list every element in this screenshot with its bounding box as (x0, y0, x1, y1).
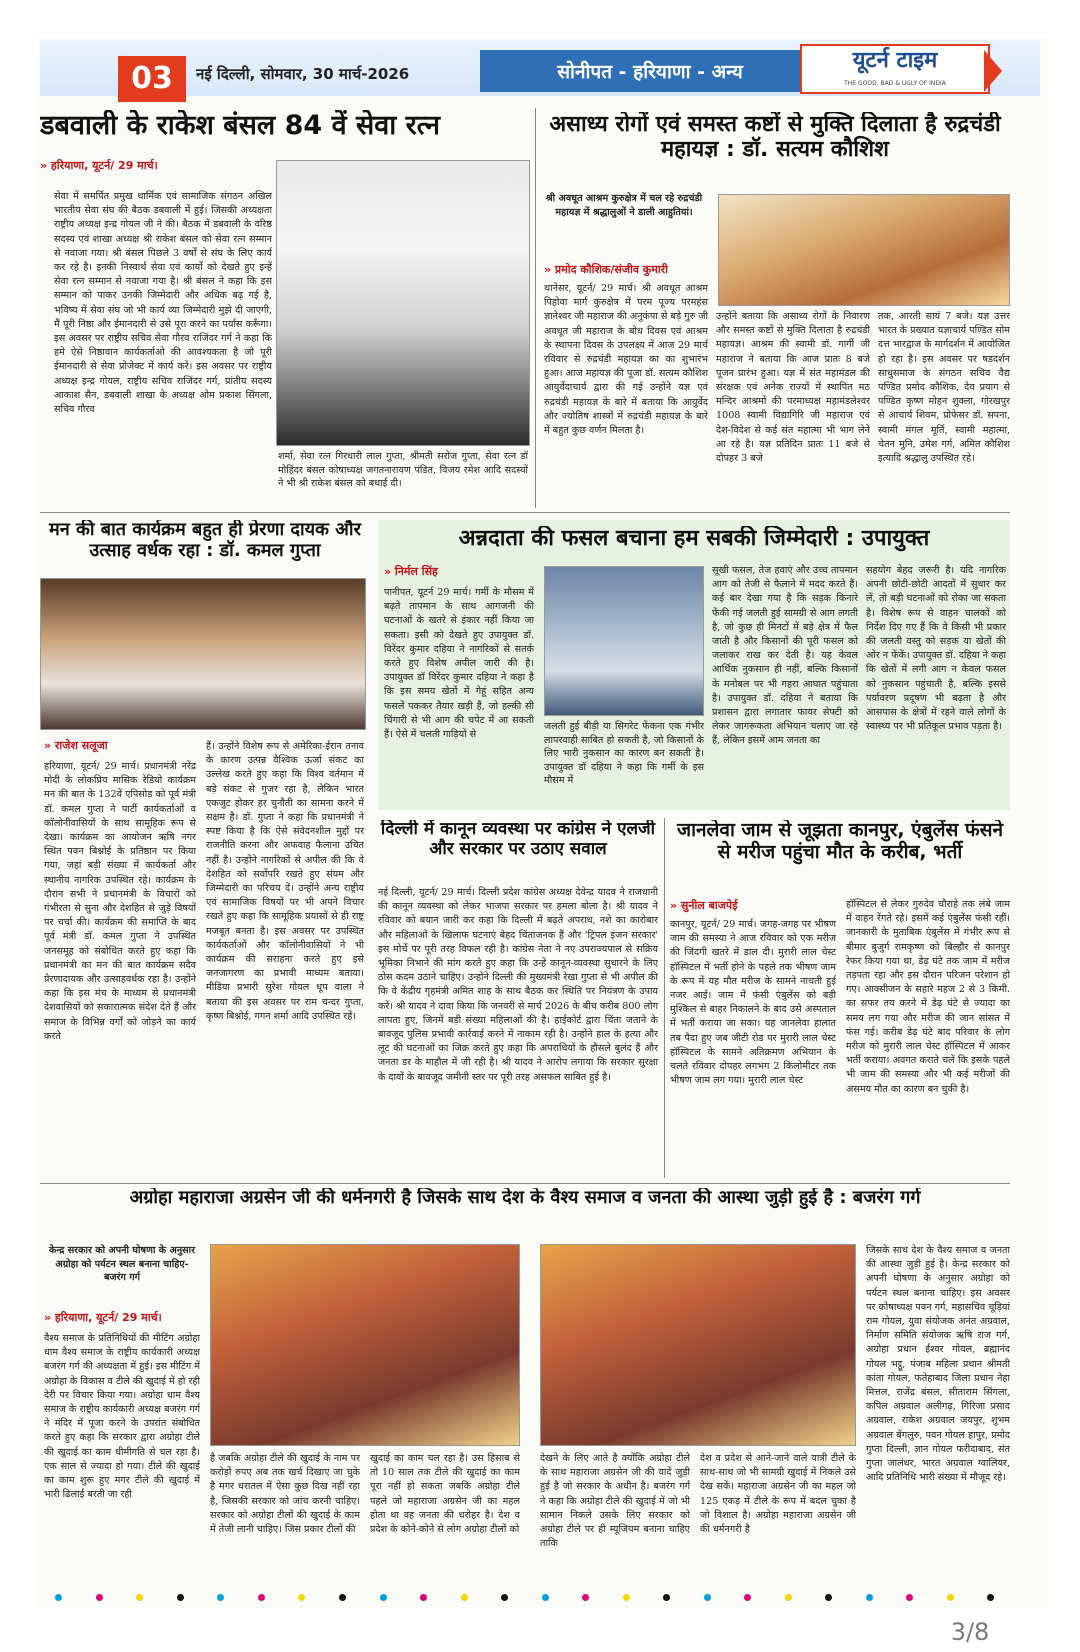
article7-headline: अग्रोहा महाराजा अग्रसेन जी की धर्मनगरी है जिसके साथ देश के वैश्य समाज व जनता की आस्था जुड़ी हुई है : बजरंग गर्ग (129, 1188, 921, 1208)
article4-body-col2: सूखी फसल, तेज हवाएं और उच्च तापमान आग को तेजी से फैलाने में मदद करते हैं। कई बार देखा गया है कि सड़क किनारे फेंकी गई जलती हुई सामग्री से आग लगती है, जो कुछ ही मिनटों में बड़े क्षेत्र में फैल जाती है और किसानों की पूरी फसल को जलाकर राख कर देती है। यह केवल आर्थिक नुकसान ही नहीं, बल्कि किसानों के मनोबल पर भी गहरा आघात पहुंचाता है। उपायुक्त डॉ. दहिया ने बताया कि प्रशासन द्वारा लगातार फायर सेफ्टी को लेकर जागरूकता अभियान चलाए जा रहे हैं, लेकिन इसमें आम जनता का (712, 565, 858, 747)
article4-byline: » निर्मल सिंह (384, 565, 438, 578)
article1-portrait-photo (276, 160, 530, 446)
registration-dot (96, 1594, 103, 1601)
registration-dot (542, 1594, 549, 1601)
article4-officer-photo (544, 566, 704, 716)
article7-body-col4: देखने के लिए आते है क्योंकि अग्रोहा टीले के साथ महाराजा अग्रसेन जी की यादें जुड़ी हुई है जो सरकार के अधीन है। बजरंग गर्ग ने कहा कि अग्रोहा टीले की खुदाई में जो भी सामान निकले उसके लिए सरकार को अग्रोहा टीले पर ही म्यूजियम बनाना चाहिए ताकि (540, 1453, 690, 1550)
registration-dot (704, 1594, 711, 1601)
article7-caption: केन्द्र सरकार को अपनी घोषणा के अनुसार अग्रोहा को पर्यटन स्थल बनाना चाहिए- बजरंग गर्ग (48, 1245, 196, 1283)
registration-dot (866, 1594, 873, 1601)
column-divider (535, 108, 536, 508)
row-divider (40, 512, 1010, 513)
registration-dot (947, 1594, 954, 1601)
article7-body-col5: देश व प्रदेश से आने-जाने वाले यात्री टीले के साथ-साथ जो भी सामग्री खुदाई में निकले उसे देख सकें। महाराजा अग्रसेन जी का महल जो 125 एकड़ में टीले के रूप में बदल चुका है जो विशाल है। अग्रोहा महाराजा अग्रसेन जी की धर्मनगरी है (700, 1453, 856, 1536)
article6-byline: » सुनील बाजपेई (670, 899, 738, 912)
article7-body-col1: वैश्य समाज के प्रतिनिधियों की मीटिंग अग्रोहा धाम वैश्य समाज के राष्ट्रीय कार्यकारी अध्यक्ष बजरंग गर्ग की अध्यक्षता में हुई। इस मीटिंग में अग्रोहा के विकास व टीले की खुदाई में हो रही देरी पर विचार किया गया। अग्रोहा धाम वैश्य समाज के राष्ट्रीय कार्यकारी अध्यक्ष बजरंग गर्ग ने मंदिर में पूजा करने के उपरांत संबोधित करते हुए कहा कि सरकार द्वारा अग्रोहा टीले की खुदाई का काम धीमीगति से चल रहा है। एक साल से ज्यादा हो गया। टीले की खुदाई का काम शुरू हुए मगर टीले की खुदाई में भारी ढिलाई बरती जा रही (44, 1333, 200, 1501)
registration-dot (217, 1594, 224, 1601)
registration-marks (40, 1594, 1010, 1604)
article3-byline: » राजेश सलूजा (44, 739, 108, 752)
article2-yagya-photo (718, 194, 1010, 306)
article6-body-col1: कानपुर, यूटर्न/ 29 मार्च। जगह-जगह पर भीषण जाम की समस्या ने आज रविवार को एक मरीज की जिंदगी खतरे में डाल दी। मुरारी लाल चेस्ट हॉस्पिटल में भर्ती होने के पहले तक भीषण जाम के रूप में यह मौत मरीज के सामने नाचती हुई नजर आई। जाम में फंसी एंबुलेंस को बड़ी मुश्किल से बाहर निकालने के बाद उसे अस्पताल में भर्ती कराया जा सका। यह जानलेवा हालात तब पैदा हुए जब जीटी रोड पर मुरारी लाल चेस्ट हॉस्पिटल के सामने अतिक्रमण अभियान के चलते रविवार दोपहर लगभग 2 किलोमीटर तक भीषण जाम लग गया। मुरारी लाल चेस्ट (670, 919, 836, 1087)
column-divider (664, 818, 665, 1178)
masthead-arrow-icon (984, 50, 1002, 92)
article4-headline: अन्नदाता की फसल बचाना हम सबकी जिम्मेदारी : उपायुक्त (458, 526, 930, 551)
registration-dot (906, 1594, 913, 1601)
article3-body-col2: हैं। उन्होंने विशेष रूप से अमेरिका-ईरान तनाव के कारण उत्पन्न वैश्विक ऊर्जा संकट का उल्लेख करते हुए कहा कि विश्व वर्तमान में बड़े संकट से गुजर रहा है, लेकिन भारत एकजुट होकर हर चुनौती का सामना करने में सक्षम है। डॉ. गुप्ता ने कहा कि प्रधानमंत्री ने स्पष्ट किया है कि ऐसे संवेदनशील मुद्दों पर राजनीति करना और अफवाह फैलाना उचित नहीं है। उन्होंने नागरिकों से अपील की कि वे देशहित को सर्वोपरि रखते हुए संयम और जिम्मेदारी का परिचय दें। उन्होंने अन्य राष्ट्रीय एवं सामाजिक विषयों पर भी अपने विचार रखते हुए कहा कि सामूहिक प्रयासों से ही राष्ट्र मजबूत बनता है। इस अवसर पर उपस्थित कार्यकर्ताओं और कॉलोनीवासियों ने भी कार्यक्रम की सराहना करते हुए इसे जनजागरण का प्रभावी माध्यम बताया। मीडिया प्रभारी सुरेश गोयल धूप वाला ने बताया की इस अवसर पर राम चन्दर गुप्ता, कृष्ण बिश्नोई, गगन शर्मा आदि उपस्थित रहें। (206, 741, 364, 1022)
article1-byline: » हरियाणा, यूटर्न/ 29 मार्च। (40, 159, 158, 172)
registration-dot (461, 1594, 468, 1601)
registration-dot (744, 1594, 751, 1601)
article4-body-col3: सहयोग बेहद जरूरी है। यदि नागरिक अपनी छोटी-छोटी आदतों में सुधार कर लें, तो बड़ी घटनाओं को रोका जा सकता है। विशेष रूप से वाहन चालकों को निर्देश दिए गए हैं कि वे किसी भी प्रकार की जलती वस्तु को सड़क या खेतों की ओर न फेंकें। उपायुक्त डॉ. दहिया ने कहा कि खेतों में लगी आग न केवल फसल को नुकसान पहुंचाती है, बल्कि इससे पर्यावरण प्रदूषण भी बढ़ता है और आसपास के क्षेत्रों में रहने वाले लोगों के स्वास्थ्य पर भी प्रतिकूल प्रभाव पड़ता है। (866, 565, 1006, 733)
article7-body-col3: खुदाई का काम चल रहा है। उस हिसाब से तो 10 साल तक टीले की खुदाई का काम पूरा नहीं हो सकता जबकि अग्रोहा टीले पहले जो महाराजा अग्रसेन जी का महल होता था वह जनता की धरोहर है। देश व प्रदेश के कोने-कोने से लोग अग्रोहा टीलों को (370, 1453, 520, 1536)
registration-dot (987, 1594, 994, 1601)
dateline: नई दिल्ली, सोमवार, 30 मार्च-2026 (196, 65, 410, 83)
article3-headline: मन की बात कार्यक्रम बहुत ही प्रेरणा दायक और उत्साह वर्धक रहा : डॉ. कमल गुप्ता (49, 520, 361, 561)
article2-caption: श्री अवधूत आश्रम कुरुक्षेत्र में चल रहे रुद्रचंडी महायज्ञ में श्रद्धालुओं ने डाली आहुतियां। (545, 193, 703, 218)
registration-dot (258, 1594, 265, 1601)
article2-byline: » प्रमोद कौशिक/संजीव कुमारी (544, 263, 668, 276)
registration-dot (825, 1594, 832, 1601)
masthead-name: यूटर्न टाइम (852, 48, 938, 73)
article5-body: नई दिल्ली, यूटर्न/ 29 मार्च। दिल्ली प्रदेश कांग्रेस अध्यक्ष देवेन्द्र यादव ने राजधानी की कानून व्यवस्था को लेकर भाजपा सरकार पर हमला बोला है। श्री यादव ने रविवार को बयान जारी कर कहा कि दिल्ली में बढ़ते अपराध, नशे का कारोबार और महिलाओं के खिलाफ घटनाएं बेहद चिंताजनक हैं और 'ट्रिपल इंजन सरकार' इस मोर्चे पर पूरी तरह विफल रही है। कांग्रेस नेता ने नए उपराज्यपाल से सक्रिय भूमिका निभाने की मांग करते हुए कहा कि उन्हें कानून-व्यवस्था सुधारने के लिए ठोस कदम उठाने चाहिए। उन्होंने दिल्ली की मुख्यमंत्री रेखा गुप्ता से भी अपील की कि वे केंद्रीय गृहमंत्री अमित शाह के साथ बैठक कर स्थिति पर नियंत्रण के उपाय करें। श्री यादव ने दावा किया कि जनवरी से मार्च 2026 के बीच करीब 800 लोग लापता हुए, जिनमें बड़ी संख्या महिलाओं की है। हाईकोर्ट द्वारा चिंता जताने के बावजूद पुलिस प्रभावी कार्रवाई करने में नाकाम रही है। उन्होंने हाल के हत्या और लूट की घटनाओं का जिक्र करते हुए कहा कि अपराधियों के हौसले बुलंद हैं और जनता डर के माहौल में जी रही है। श्री यादव ने आरोप लगाया कि सरकार सुरक्षा के दावों के बावजूद जमीनी स्तर पर पूरी तरह असफल साबित हुई है। (378, 887, 658, 1083)
registration-dot (420, 1594, 427, 1601)
page-number: 03 (118, 56, 186, 102)
registration-dot (298, 1594, 305, 1601)
masthead-tagline: THE GOOD, BAD & UGLY OF INDIA (844, 80, 946, 87)
row-divider (40, 1183, 1010, 1184)
article3-body-col1: हरियाणा, यूटर्न/ 29 मार्च। प्रधानमंत्री नरेंद्र मोदी के लोकप्रिय मासिक रेडियो कार्यक्रम मन की बात के 132वें एपिसोड को पूर्व मंत्री डॉ. कमल गुप्ता ने पार्टी कार्यकर्ताओं व कॉलोनीवासियों के साथ सामूहिक रूप से देखा। कार्यक्रम का आयोजन ऋषि नगर स्थित पवन बिश्नोई के प्रतिष्ठान पर किया गया, जहां बड़ी संख्या में कार्यकर्ता और स्थानीय नागरिक उपस्थित रहे। कार्यक्रम के दौरान सभी ने प्रधानमंत्री के विचारों को गंभीरता से सुना और देशहित से जुड़े विषयों पर चर्चा की। कार्यक्रम की समाप्ति के बाद पूर्व मंत्री डॉ. कमल गुप्ता ने उपस्थित जनसमूह को संबोधित करते हुए कहा कि प्रधानमंत्री का मन की बात कार्यक्रम सदैव प्रेरणादायक और उत्साहवर्धक रहा है। उन्होंने कहा कि इस मंच के माध्यम से प्रधानमंत्री देशवासियों को सकारात्मक संदेश देते हैं और समाज के विभिन्न वर्गों को जोड़ने का कार्य करते (44, 761, 196, 1042)
article6-headline: जानलेवा जाम से जूझता कानपुर, एंबुलेंस फंसने से मरीज पहुंचा मौत के करीब, भर्ती (676, 820, 1004, 863)
article1-body: सेवा में समर्पित प्रमुख धार्मिक एवं सामाजिक संगठन अखिल भारतीय सेवा संघ की बैठक डबवाली में हुई। जिसकी अध्यक्षता राष्ट्रीय अध्यक्ष इन्द्र गोयल जी ने की। बैठक में डबवाली के वरिष्ठ सदस्य एवं शाखा अध्यक्ष श्री राकेश बंसल को सेवा रत्न सम्मान से नवाजा गया। श्री बंसल पिछले 3 वर्षों से संघ के लिए कार्य कर रहे है। इनकी निस्वार्थ सेवा एवं कार्यो को देखते हुए इन्हें सेवा रत्न सम्मान से नवाजा गया है। श्री बंसल ने कहा कि इस सम्मान को पाकर उनकी जिम्मेदारी और अधिक बढ़ गई है, भविष्य में सेवा संघ जो भी कार्य व्या जिम्मेदारी मुझे दी जाएगी, मैं पूरी निष्ठा और ईमानदारी से उसे पूरा करने का पर्यास करूँगा। इस अवसर पर राष्ट्रीय सचिव सेवा गौरव राजिंदर गर्ग ने कहा कि हमे ऐसे निष्ठावान कार्यकर्ताओ की आवश्यकता है जो पूरी ईमानदारी से सेवा प्रोजेक्ट में कार्य करें। इस अवसर पर राष्ट्रीय अध्यक्ष इन्द्र गोयल, राष्ट्रीय सचिव राजिंदर गर्ग, प्रांतीय सदस्य आकाश सैन, डबवाली शाखा के अध्यक्ष ओम प्रकाश सिंगला, सचिव गौरव (54, 191, 272, 416)
article6-body-col2: हॉस्पिटल से लेकर गुरुदेव चौराहे तक लंबे जाम में वाहन रेंगते रहे। इसमें कई एंबुलेंस फंसी रहीं। जानकारी के मुताबिक एंबुलेंस में गंभीर रूप से बीमार बुजुर्ग रामकृष्ण को बिल्हौर से कानपुर रेफर किया गया था, डेढ़ घंटे तक जाम में मरीज तड़पता रहा और इस दौरान परिजन परेशान हो गए। आक्सीजन के सहारे महज 2 से 3 किमी. का सफर तय करने में डेढ़ घंटे से ज्यादा का समय लग गया और मरीज की जान सांसत में फंस गई। करीब डेढ़ घंटे बाद परिवार के लोग मरीज को मुरारी लाल चेस्ट हॉस्पिटल में आकर भर्ती कराया। अवगत कराते चलें कि इसके पहले भी जाम की समस्या और भी कई मरीजों की असमय मौत का कारण बन चुकी है। (846, 899, 1010, 1095)
article4-body-col1: पानीपत, यूटर्न 29 मार्च। गर्मी के मौसम में बढ़ते तापमान के साथ आगजनी की घटनाओं के खतरे से इंकार नहीं किया जा सकता। इसी को देखते हुए उपायुक्त डॉ. विरेंदर कुमार दहिया ने नागरिकों से सतर्क करते हुए विशेष अपील जारी की है। उपायुक्त डॉ विरेंदर कुमार दहिया ने कहा है कि इस समय खेतों में गेहूं सहित अन्य फसलें पककर तैयार खड़ी हैं, जो हल्की सी चिंगारी से भी आग की चपेट में आ सकती हैं। ऐसे में चलती गाड़ियों से (384, 587, 534, 741)
article5-headline: दिल्ली में कानून व्यवस्था पर कांग्रेस ने एलजी और सरकार पर उठाए सवाल (380, 820, 656, 859)
registration-dot (501, 1594, 508, 1601)
registration-dot (177, 1594, 184, 1601)
section-title: सोनीपत - हरियाणा - अन्य (557, 61, 743, 83)
registration-dot (136, 1594, 143, 1601)
article1-headline: डबवाली के राकेश बंसल 84 वें सेवा रत्न (40, 110, 440, 141)
article2-body-col2: उन्होंने बताया कि असाध्य रोगों के निवारण और समस्त कष्टों से मुक्ति दिलाता है रुद्रचंडी महायज्ञ। आश्रम की स्वामी डॉ. गार्गी जी महाराज ने बताया कि आज प्रातः 8 बजे पूजन प्रारंभ हुआ। यज्ञ में संत महामंडल की संरक्षक एवं अनेक राज्यों में स्थापित मठ मन्दिर आश्रमों की परमाध्यक्ष महामंडलेश्वर 1008 स्वामी विद्यागिरि जी महाराज एवं देश-विदेश से कई संत महात्मा भी भाग लेने आ रहे है। यज्ञ प्रतिदिन प्रातः 11 बजे से दोपहर 3 बजे (716, 311, 870, 465)
registration-dot (663, 1594, 670, 1601)
registration-dot (339, 1594, 346, 1601)
registration-dot (582, 1594, 589, 1601)
article7-byline: » हरियाणा, यूटर्न/ 29 मार्च। (44, 1311, 162, 1324)
article7-photo-left (210, 1244, 520, 1446)
article2-headline: असाध्य रोगों एवं समस्त कष्टों से मुक्ति दिलाता है रुद्रचंडी महायज्ञ : डॉ. सत्यम कौशिश (549, 112, 1001, 163)
article1-caption: शर्मा, सेवा रत्न गिरधारी लाल गुप्ता, श्रीमती सरोज गुप्ता, सेवा रत्न डॉ मोहिंदर बंसल कोषाध्यक्ष जगतनारायण पंडित, विजय रमेश आदि सदस्यों ने भी श्री राकेश बंसल को बधाई दी। (278, 451, 528, 489)
article3-meeting-photo (40, 578, 366, 730)
page-indicator: 3/8 (950, 1618, 990, 1646)
article7-photo-right (540, 1244, 856, 1446)
registration-dot (380, 1594, 387, 1601)
article7-body-col2: है जबकि अग्रोहा टीले की खुदाई के नाम पर करोड़ों रुपए अब तक खर्च दिखाए जा चुके है मगर धरातल में ऐसा कुछ दिख नहीं रहा है, जिसकी सरकार को जांच करनी चाहिए। सरकार को अग्रोहा टीलों की खुदाई के काम में तेजी लानी चाहिए। जिस प्रकार टीलों की (210, 1453, 360, 1536)
registration-dot (785, 1594, 792, 1601)
article2-body-col3: तक, आरती सायं 7 बजे। यज्ञ उत्तर भारत के प्रख्यात यज्ञाचार्य पण्डित सोम दत्त भारद्वाज के मार्गदर्शन में आयोजित हो रहा है। इस अवसर पर षडदर्शन साधुसमाज के संगठन सचिव वैद्य पण्डित प्रमोद कौशिक, देव प्रयाग से पण्डित कृष्ण मोहन शुक्ला, गोरखपुर से आचार्य शिवम, प्रोफेसर डॉ. सपना, स्वामी मंगल मूर्ति, स्वामी महात्मा, चेतन मुनि, उमेश गर्ग, अमित कौशिश इत्यादि श्रद्धालु उपस्थित रहे। (878, 311, 1010, 465)
registration-dot (55, 1594, 62, 1601)
article7-body-col6: जिसके साथ देश के वैश्य समाज व जनता की आस्था जुड़ी हुई है। केन्द्र सरकार को अपनी घोषणा के अनुसार अग्रोहा को पर्यटन स्थल बनाना चाहिए। इस अवसर पर कोषाध्यक्ष पवन गर्ग, महासचिव चूड़ियां राम गोयल, युवा संयोजक अनंत अग्रवाल, निर्माण समिति संयोजक ऋषि राज गर्ग, अग्रोहा प्रधान ईश्वर गोयल, ब्रह्मानंद गोयल भट्ठू, पंजाब महिला प्रधान श्रीमती कांता गोयल, फतेहाबाद जिला प्रधान नेहा मित्तल, राजेंद्र बंसल, सीताराम सिंगला, कपिल अग्रवाल अलीगढ़, गिरिजा प्रसाद अग्रवाल, राकेश अग्रवाल जयपुर, शुभम अग्रवाल बेंगलुरु, पवन गोयल हापुर, प्रमोद गुप्ता दिल्ली, ज्ञान गोयल फरीदाबाद, संत गुप्ता जालंधर, भारत अग्रवाल ग्वालियर, आदि प्रतिनिधि भारी संख्या में मौजूद रहे। (866, 1245, 1010, 1484)
article4-caption: जलती हुई बीड़ी या सिगरेट फेंकना एक गंभीर लापरवाही साबित हो सकती है, जो किसानों के लिए भारी नुकसान का कारण बन सकती है। उपायुक्त डॉ दहिया ने कहा कि गर्मी के इस मौसम में (544, 721, 704, 786)
article2-body-col1: थानेसर, यूटर्न/ 29 मार्च। श्री अवधूत आश्रम पिहोवा मार्ग कुरुक्षेत्र में परम पूज्य परमहंस ज्ञानेश्वर जी महाराज की अनुकंपा से बड़े गुरु जी अवधूत जी महाराज के बोध दिवस एवं आश्रम के स्थापना दिवस के उपलक्ष्य में आज 29 मार्च रविवार से रुद्रचंडी महायज्ञ का का शुभारंभ हुआ। आज महायज्ञ की पूजा डॉ. सत्यम कौशिश आयुर्वेदाचार्य द्वारा की गई उन्होंने यज्ञ एवं रुद्रचंडी महायज्ञ के बारे में बताया कि आयुर्वेद और ज्योतिष शास्त्रों में रुद्रचंडी महायज्ञ के बारे में बहुत कुछ वर्णन मिलता है। (544, 283, 708, 437)
registration-dot (623, 1594, 630, 1601)
